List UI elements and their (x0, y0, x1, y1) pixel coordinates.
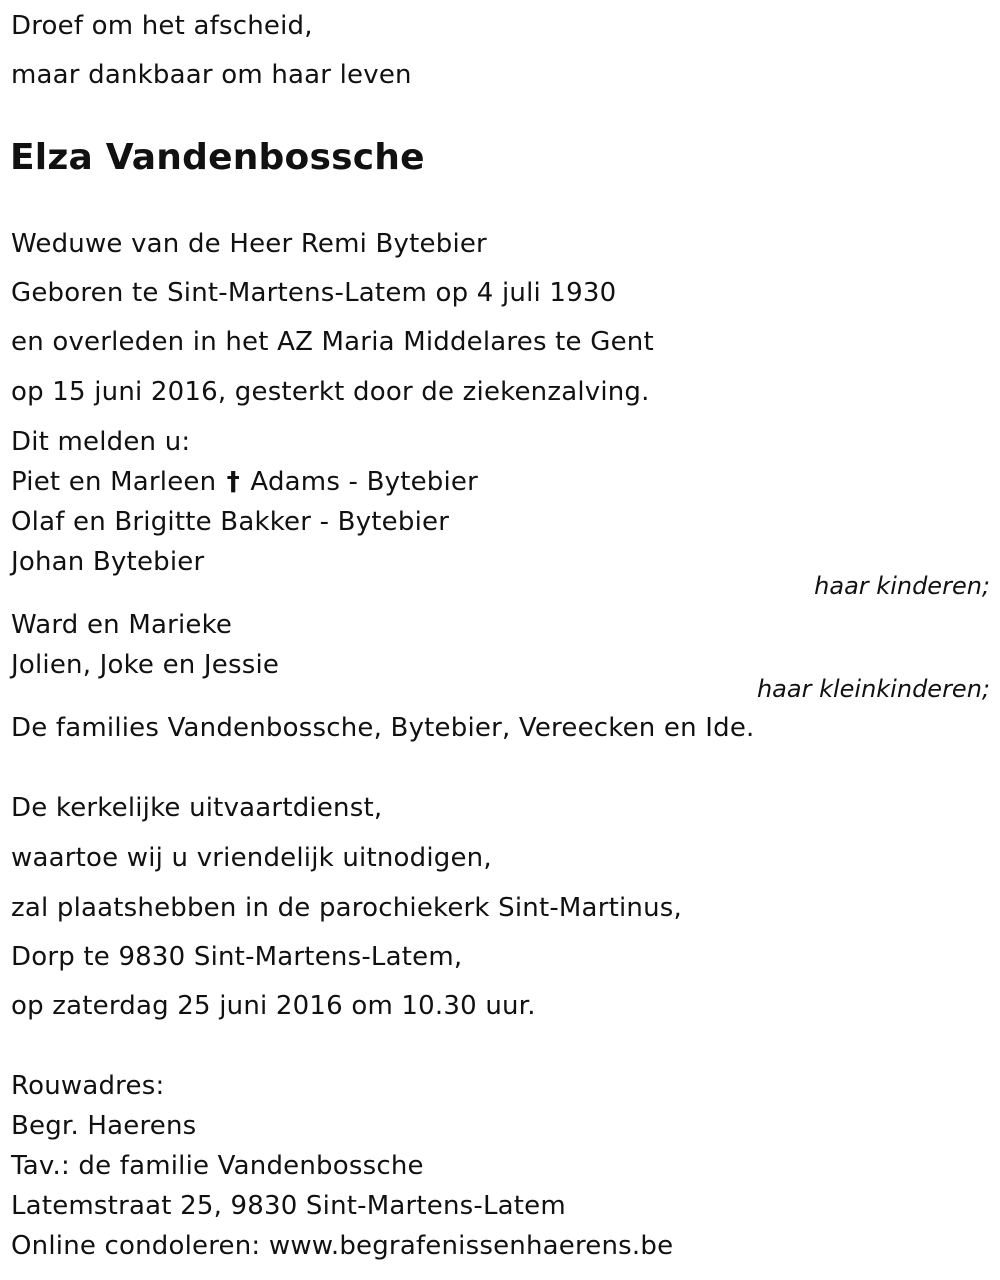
detail-line-4: op 15 juni 2016, gesterkt door de ziekenzalving. (11, 377, 650, 407)
address-label: Rouwadres: (11, 1071, 165, 1101)
service-line-2: waartoe wij u vriendelijk uitnodigen, (11, 843, 492, 873)
detail-line-3: en overleden in het AZ Maria Middelares te Gent (11, 327, 654, 357)
grandchild-row-2: Jolien, Joke en Jessie (11, 650, 280, 680)
opening-line-2: maar dankbaar om haar leven (11, 60, 412, 90)
grandchild-row-1: Ward en Marieke (11, 610, 233, 640)
opening-line-1: Droef om het afscheid, (11, 11, 313, 41)
families-line: De families Vandenbossche, Bytebier, Vereecken en Ide. (11, 713, 755, 743)
service-line-4: Dorp te 9830 Sint-Martens-Latem, (11, 942, 463, 972)
child-row-1-names: Piet en Marleen (11, 467, 217, 497)
grandchildren-role-label: haar kleinkinderen; (756, 675, 990, 703)
service-line-1: De kerkelijke uitvaartdienst, (11, 793, 383, 823)
child-row-1 (11, 467, 478, 497)
detail-line-2: Geboren te Sint-Martens-Latem op 4 juli 1930 (11, 278, 617, 308)
address-line-2: Tav.: de familie Vandenbossche (11, 1151, 424, 1181)
child-row-3: Johan Bytebier (11, 547, 205, 577)
service-line-5: op zaterdag 25 juni 2016 om 10.30 uur. (11, 991, 536, 1021)
announcers-intro: Dit melden u: (11, 427, 191, 457)
service-line-3: zal plaatshebben in de parochiekerk Sint-Martinus, (11, 893, 682, 923)
detail-line-1: Weduwe van de Heer Remi Bytebier (11, 229, 487, 259)
children-role-label: haar kinderen; (814, 572, 990, 600)
child-row-2: Olaf en Brigitte Bakker - Bytebier (11, 507, 450, 537)
address-line-4: Online condoleren: www.begrafenissenhaerens.be (11, 1231, 674, 1261)
deceased-name: Elza Vandenbossche (10, 137, 425, 178)
child-row-1-surname: Adams - Bytebier (250, 467, 478, 497)
address-line-3: Latemstraat 25, 9830 Sint-Martens-Latem (11, 1191, 566, 1221)
address-line-1: Begr. Haerens (11, 1111, 197, 1141)
cross-icon: † (226, 467, 240, 497)
